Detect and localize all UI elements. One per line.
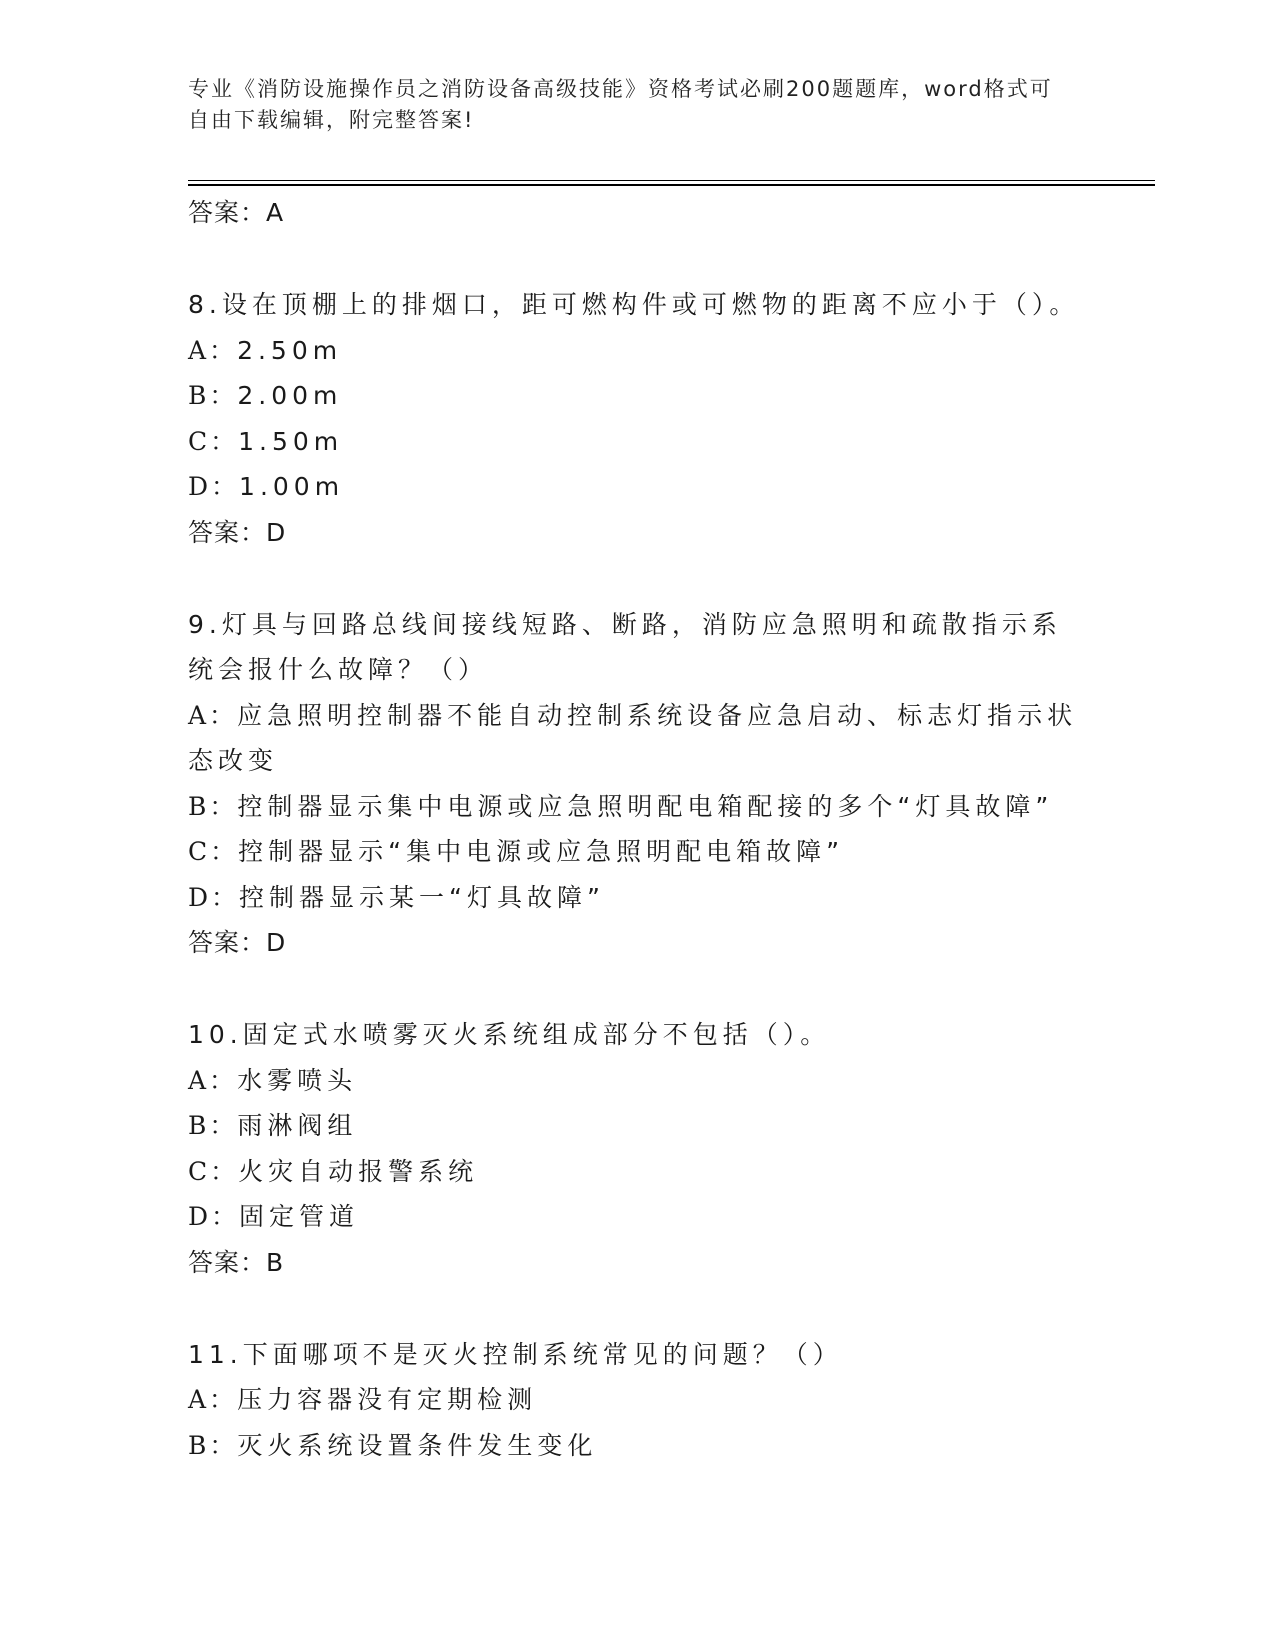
question-block — [188, 1332, 1088, 1469]
answer-line: 答案：B — [188, 1247, 285, 1277]
question-text: 10.固定式水喷雾灭火系统组成部分不包括（）。 — [188, 1020, 831, 1049]
option-a: A：压力容器没有定期检测 — [188, 1385, 538, 1414]
option-a: A：水雾喷头 — [188, 1065, 358, 1095]
option-b: B：控制器显示集中电源或应急照明配电箱配接的多个“灯具故障” — [188, 791, 1054, 821]
answer-line: 答案：D — [188, 517, 287, 547]
option-c: C：控制器显示“集中电源或应急照明配电箱故障” — [188, 837, 845, 866]
document-header — [188, 74, 1068, 136]
option-b: B：雨淋阀组 — [188, 1111, 358, 1140]
question-text: 9.灯具与回路总线间接线短路、断路，消防应急照明和疏散指示系统会报什么故障？（） — [188, 609, 1062, 684]
header-divider-thick — [188, 184, 1155, 186]
option-a: A：2.50m — [188, 335, 343, 365]
answer-line: 答案：A — [188, 198, 285, 227]
option-c: C：火灾自动报警系统 — [188, 1156, 479, 1186]
option-b: B：2.00m — [188, 381, 343, 410]
option-d: D：1.00m — [188, 472, 345, 501]
question-text: 8.设在顶棚上的排烟口，距可燃构件或可燃物的距离不应小于（）。 — [188, 290, 1080, 319]
header-divider-thin — [188, 180, 1155, 181]
option-b: B：灭火系统设置条件发生变化 — [188, 1430, 598, 1460]
question-block — [188, 1012, 1088, 1285]
question-block — [188, 282, 1088, 555]
question-block — [188, 602, 1088, 966]
option-d: D：控制器显示某一“灯具故障” — [188, 882, 605, 912]
answer-line: 答案：D — [188, 928, 287, 957]
header-title: 专业《消防设施操作员之消防设备高级技能》资格考试必刷200题题库，word格式可自由下载编辑，附完整答案! — [188, 77, 1053, 132]
option-d: D：固定管道 — [188, 1202, 360, 1231]
question-list — [188, 190, 1088, 1468]
option-a: A：应急照明控制器不能自动控制系统设备应急启动、标志灯指示状态改变 — [188, 700, 1078, 775]
option-c: C：1.50m — [188, 426, 344, 456]
question-text: 11.下面哪项不是灭火控制系统常见的问题？（） — [188, 1339, 843, 1369]
